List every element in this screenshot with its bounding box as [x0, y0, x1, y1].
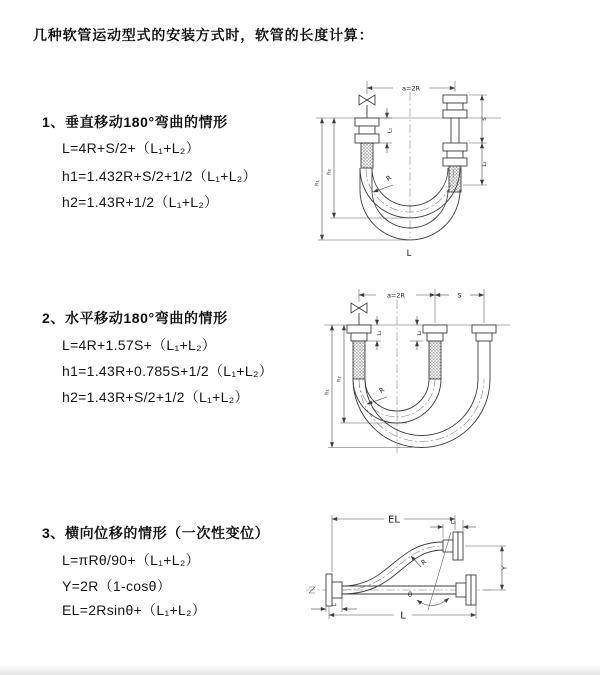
dim-h1-h2: [325, 325, 413, 448]
dim-label-h2: h₂: [336, 376, 343, 382]
dim-label-l2: L₂: [417, 330, 423, 336]
dim-s-l2: [463, 95, 488, 185]
section-3-formula-EL: EL=2Rsinθ+（L₁+L₂）: [62, 602, 207, 618]
section-2-heading: 2、水平移动180°弯曲的情形: [42, 310, 228, 326]
valve-icon: [351, 303, 367, 325]
dim-label-r: R: [419, 557, 429, 567]
dim-label-l1: L₁: [450, 520, 457, 526]
braided-hose-section: [361, 143, 373, 168]
valve-icon: [359, 95, 375, 118]
dim-l2: [311, 598, 357, 612]
dim-label-l2: L₂: [331, 602, 337, 608]
dim-label-l-total: L: [406, 249, 412, 259]
section-1-heading: 1、垂直移动180°弯曲的情形: [42, 114, 228, 130]
diagram-vertical-move-180-bend: [303, 68, 515, 262]
left-pipe-assembly: [355, 118, 379, 168]
dim-label-l2: L₂: [482, 161, 488, 167]
dim-label-l1: L₁: [377, 330, 383, 336]
dim-label-a-2r: a=2R: [401, 84, 421, 93]
braided-hose-section: [353, 341, 365, 379]
moved-pipe-assembly: [472, 325, 496, 379]
left-pipe-assembly: [347, 325, 371, 379]
dim-label-a-2r: a=2R: [386, 291, 406, 300]
dim-label-h2: h₂: [326, 169, 333, 175]
section-1-formula-L: L=4R+S/2+（L₁+L₂）: [62, 140, 200, 156]
dim-label-l1: L₁: [387, 127, 394, 134]
section-2-formula-h1: h1=1.43R+0.785S+1/2（L₁+L₂）: [62, 363, 273, 379]
radius-callout: [373, 174, 393, 192]
radius-callout: [411, 556, 428, 567]
dim-label-y: Y: [500, 566, 509, 570]
dim-label-el: EL: [388, 514, 400, 526]
dim-label-h1: h₁: [314, 180, 321, 186]
braided-hose-section: [429, 341, 441, 379]
section-3-formula-L: L=πRθ/90+（L₁+L₂）: [62, 552, 200, 568]
dim-l-total: [329, 605, 476, 622]
section-1-formula-h2: h2=1.43R+1/2（L₁+L₂）: [62, 194, 219, 210]
radius-callout: [367, 386, 387, 404]
section-2-formula-h2: h2=1.43R+S/2+1/2（L₁+L₂）: [62, 389, 249, 405]
page-bottom-edge: [0, 665, 600, 675]
section-2-formula-L: L=4R+1.57S+（L₁+L₂）: [62, 337, 217, 353]
section-3-formula-Y: Y=2R（1-cosθ）: [62, 578, 172, 594]
dim-l1: [377, 108, 394, 153]
dim-label-r: R: [384, 173, 394, 183]
section-3-heading: 3、横向位移的情形（一次性变位）: [42, 525, 270, 541]
dim-label-theta: θ: [407, 591, 413, 599]
diagram-lateral-displacement: [298, 506, 526, 626]
dim-label-h1: h₁: [324, 389, 331, 395]
displaced-hose: [342, 532, 463, 594]
diagram-horizontal-move-180-bend: [312, 276, 527, 468]
dim-label-s: S: [457, 291, 462, 300]
dim-label-l: L: [400, 610, 406, 622]
dim-label-s: S: [482, 117, 488, 121]
dim-label-r: R: [377, 385, 387, 395]
hose-u-bend: [353, 379, 490, 448]
middle-pipe-assembly: [423, 325, 447, 379]
page-title: 几种软管运动型式的安装方式时，软管的长度计算：: [33, 27, 374, 43]
dim-l2: [410, 316, 423, 350]
section-1-formula-h1: h1=1.432R+S/2+1/2（L₁+L₂）: [62, 168, 257, 184]
dim-a-2r-and-s: [359, 289, 484, 323]
dim-a-2r: [367, 81, 455, 94]
